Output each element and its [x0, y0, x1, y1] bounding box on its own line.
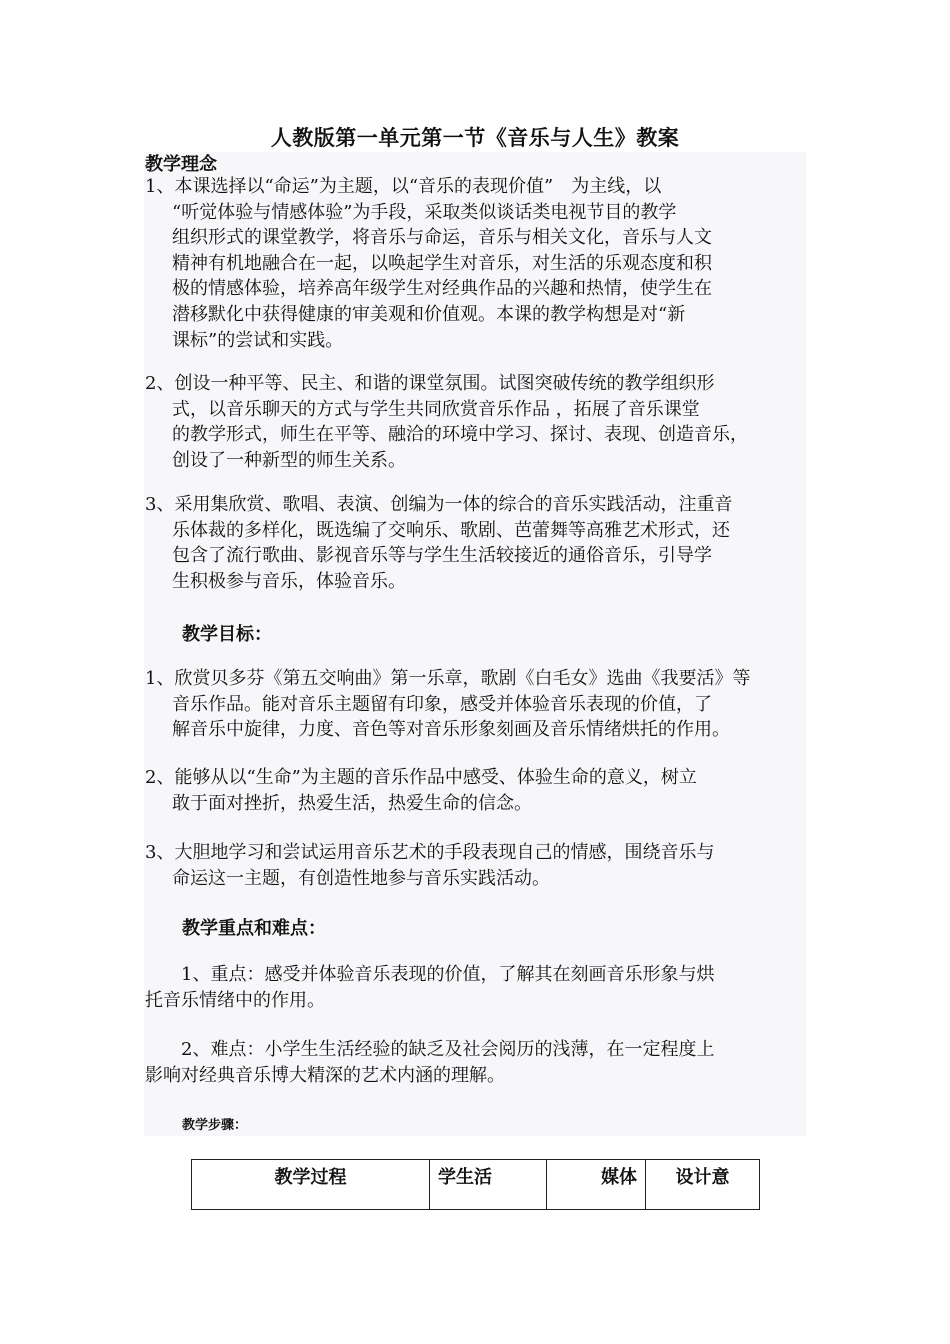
- text-line: 乐体裁的多样化，既选编了交响乐、歌剧、芭蕾舞等高雅艺术形式，还: [172, 519, 730, 541]
- philosophy-paragraph-1: [145, 174, 810, 353]
- table-header-cell: 设计意: [646, 1160, 760, 1210]
- text-line: 命运这一主题，有创造性地参与音乐实践活动。: [172, 867, 550, 889]
- keypoints-paragraph-2: [145, 1037, 810, 1088]
- text-line: 包含了流行歌曲、影视音乐等与学生生活较接近的通俗音乐，引导学: [172, 545, 712, 567]
- text-line: 课标”的尝试和实践。: [172, 329, 344, 351]
- table-row: [192, 1160, 760, 1210]
- text-line: “听觉体验与情感体验”为手段，采取类似谈话类电视节目的教学: [172, 201, 677, 223]
- philosophy-paragraph-2: [145, 371, 810, 473]
- philosophy-heading: 教学理念: [145, 154, 217, 175]
- text-line: 解音乐中旋律，力度、音色等对音乐形象刻画及音乐情绪烘托的作用。: [172, 719, 730, 741]
- text-line: 1、重点：感受并体验音乐表现的价值，了解其在刻画音乐形象与烘: [181, 964, 715, 985]
- text-line: 音乐作品。能对音乐主题留有印象，感受并体验音乐表现的价值，了: [172, 693, 712, 715]
- table-header-cell: 学生活: [430, 1160, 547, 1210]
- text-line: 2、难点：小学生生活经验的缺乏及社会阅历的浅薄，在一定程度上: [181, 1039, 715, 1060]
- text-line: 组织形式的课堂教学，将音乐与命运，音乐与相关文化，音乐与人文: [172, 227, 712, 249]
- document-title: 人教版第一单元第一节《音乐与人生》教案: [270, 125, 680, 150]
- steps-heading: 教学步骤：: [182, 1118, 248, 1133]
- text-line: 2、创设一种平等、民主、和谐的课堂氛围。试图突破传统的教学组织形: [145, 373, 715, 394]
- text-line: 创设了一种新型的师生关系。: [172, 449, 406, 471]
- objectives-paragraph-2: [145, 765, 810, 816]
- text-line: 影响对经典音乐博大精深的艺术内涵的理解。: [145, 1064, 505, 1086]
- philosophy-paragraph-3: [145, 492, 810, 594]
- text-line: 3、大胆地学习和尝试运用音乐艺术的手段表现自己的情感，围绕音乐与: [145, 842, 715, 863]
- table-header-cell: 教学过程: [192, 1160, 430, 1210]
- objectives-paragraph-3: [145, 840, 810, 891]
- text-line: 托音乐情绪中的作用。: [145, 989, 325, 1011]
- lesson-plan-table: [191, 1159, 760, 1210]
- text-line: 极的情感体验，培养高年级学生对经典作品的兴趣和热情，使学生在: [172, 278, 712, 300]
- text-line: 3、采用集欣赏、歌唱、表演、创编为一体的综合的音乐实践活动，注重音: [145, 494, 733, 515]
- text-line: 潜移默化中获得健康的审美观和价值观。本课的教学构想是对“新: [172, 303, 686, 325]
- text-line: 式，以音乐聊天的方式与学生共同欣赏音乐作品 ，拓展了音乐课堂: [172, 398, 700, 420]
- text-line: 生积极参与音乐，体验音乐。: [172, 570, 406, 592]
- text-line: 1、欣赏贝多芬《第五交响曲》第一乐章，歌剧《白毛女》选曲《我要活》等: [145, 668, 751, 689]
- objectives-heading: 教学目标：: [182, 624, 272, 645]
- text-line: 的教学形式，师生在平等、融洽的环境中学习、探讨、表现、创造音乐，: [172, 424, 748, 446]
- text-line: 2、能够从以“生命”为主题的音乐作品中感受、体验生命的意义，树立: [145, 767, 697, 788]
- text-line: 精神有机地融合在一起，以唤起学生对音乐，对生活的乐观态度和积: [172, 252, 712, 274]
- table-header-cell: 媒体: [547, 1160, 646, 1210]
- text-line: 敢于面对挫折，热爱生活，热爱生命的信念。: [172, 792, 532, 814]
- objectives-paragraph-1: [145, 666, 810, 743]
- text-line: 1、本课选择以“命运”为主题，以“音乐的表现价值” 为主线，以: [145, 176, 662, 197]
- keypoints-paragraph-1: [145, 962, 810, 1013]
- keypoints-heading: 教学重点和难点：: [182, 918, 326, 939]
